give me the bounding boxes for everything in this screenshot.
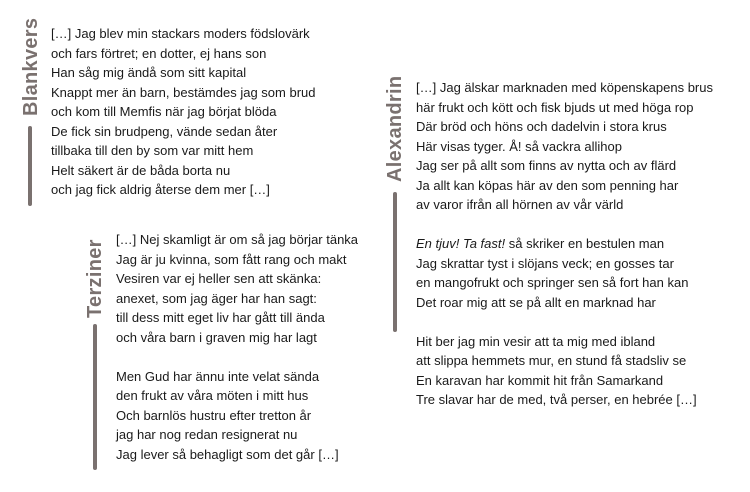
exclaim-rest: så skriker en bestulen man — [505, 236, 665, 251]
verse-line: här frukt och kött och fisk bjuds ut med höga rop — [416, 99, 694, 115]
verse-line: Knappt mer än barn, bestämdes jag som brud — [51, 84, 316, 100]
verse-line: anexet, som jag äger har han sagt: — [116, 290, 317, 306]
verse-line: den frukt av våra möten i mitt hus — [116, 388, 309, 403]
verse-line: Vesiren var ej heller sen att skänka: — [116, 271, 322, 286]
verse-line: Jag skrattar tyst i slöjans veck; en gosses tar — [416, 255, 674, 271]
stanza-gap — [416, 215, 713, 235]
verse-line: De fick sin brudpeng, vände sedan åter — [51, 123, 278, 139]
terziner-divider — [93, 324, 97, 470]
verse-line-exclaim — [416, 234, 713, 254]
verse-line: En karavan har kommit hit från Samarkand — [416, 372, 664, 388]
verse-line: Ja allt kan köpas här av den som penning har — [416, 177, 679, 193]
verse-line: och jag fick aldrig återse dem mer […] — [51, 182, 270, 197]
verse-line: Helt säkert är de båda borta nu — [51, 162, 231, 178]
verse-line: Tre slavar har de med, två perser, en hebrée […] — [416, 392, 697, 407]
stanza-gap — [116, 347, 358, 367]
exclaim-italic: En tjuv! Ta fast! — [416, 236, 506, 251]
alexandrin-label: Alexandrin — [384, 75, 406, 182]
stanza-gap — [416, 312, 713, 332]
verse-line: Men Gud har ännu inte velat sända — [116, 368, 320, 384]
verse-line: Och barnlös hustru efter tretton år — [116, 407, 312, 423]
verse-line: och kom till Memfis när jag börjat blöda — [51, 104, 277, 119]
blankvers-divider — [28, 126, 32, 206]
verse-line: en mangofrukt och springer sen så fort han kan — [416, 275, 689, 290]
verse-line: jag har nog redan resignerat nu — [116, 427, 298, 442]
verse-line: och fars förtret; en dotter, ej hans son — [51, 45, 267, 61]
blankvers-verse — [51, 24, 315, 200]
verse-line: […] Jag älskar marknaden med köpenskapens brus — [416, 80, 713, 95]
verse-line: Här visas tyger. Å! så vackra allihop — [416, 138, 622, 154]
verse-line: tillbaka till den by som var mitt hem — [51, 143, 254, 158]
verse-line: […] Nej skamligt är om så jag börjar tänka — [116, 232, 359, 247]
verse-line: till dess mitt eget liv har gått till ända — [116, 310, 325, 325]
verse-line: […] Jag blev min stackars moders födslovärk — [51, 26, 310, 41]
blankvers-label: Blankvers — [20, 17, 42, 116]
verse-line: att slippa hemmets mur, en stund få stadsliv se — [416, 353, 687, 368]
verse-line: Där bröd och höns och dadelvin i stora krus — [416, 119, 667, 134]
verse-line: Jag är ju kvinna, som fått rang och makt — [116, 251, 347, 267]
verse-line: av varor ifrån all hörnen av vår värld — [416, 197, 624, 212]
verse-line: Jag ser på allt som finns av nytta och av flärd — [416, 158, 677, 173]
verse-line: Det roar mig att se på allt en marknad har — [416, 294, 656, 310]
terziner-verse — [116, 230, 358, 464]
verse-line: och våra barn i graven mig har lagt — [116, 329, 317, 345]
alexandrin-verse — [416, 78, 713, 410]
verse-line: Jag lever så behagligt som det går […] — [116, 446, 339, 462]
terziner-label: Terziner — [84, 239, 106, 318]
alexandrin-divider — [393, 192, 397, 332]
verse-line: Han såg mig ändå som sitt kapital — [51, 65, 247, 80]
verse-line: Hit ber jag min vesir att ta mig med ibland — [416, 333, 656, 349]
